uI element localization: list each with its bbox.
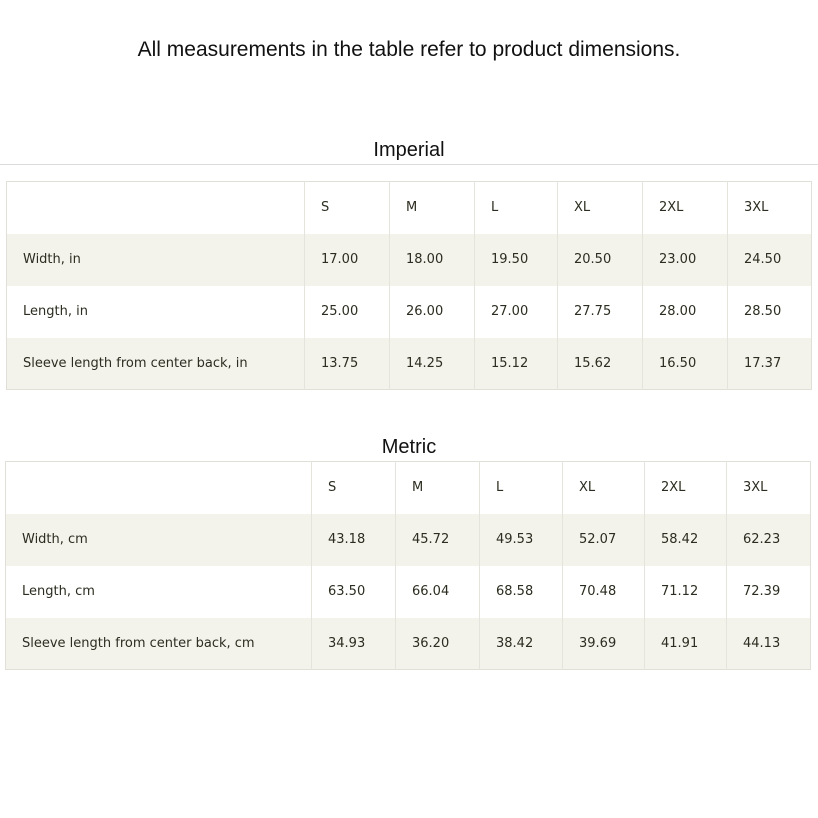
size-header: M	[390, 182, 475, 234]
table-cell: 15.62	[558, 338, 643, 390]
table-cell: 39.69	[563, 618, 645, 670]
table-cell: 45.72	[396, 514, 480, 566]
table-cell: 20.50	[558, 234, 643, 286]
table-cell: 25.00	[305, 286, 390, 338]
size-header: L	[480, 462, 563, 514]
size-header: XL	[558, 182, 643, 234]
metric-title: Metric	[381, 436, 437, 458]
section-divider	[0, 164, 818, 165]
imperial-size-table	[6, 181, 812, 390]
table-cell: 44.13	[727, 618, 811, 670]
table-cell: 68.58	[480, 566, 563, 618]
table-cell: 36.20	[396, 618, 480, 670]
row-label: Width, cm	[6, 514, 312, 566]
size-header: 2XL	[645, 462, 727, 514]
table-header-row	[6, 462, 811, 514]
table-cell: 52.07	[563, 514, 645, 566]
metric-size-table	[5, 461, 811, 670]
size-header: S	[312, 462, 396, 514]
table-cell: 34.93	[312, 618, 396, 670]
table-cell: 41.91	[645, 618, 727, 670]
table-cell: 26.00	[390, 286, 475, 338]
table-row	[7, 338, 812, 390]
table-cell: 28.50	[728, 286, 812, 338]
size-header: 3XL	[728, 182, 812, 234]
measurement-note: All measurements in the table refer to product dimensions.	[137, 38, 681, 61]
table-row	[6, 514, 811, 566]
table-cell: 49.53	[480, 514, 563, 566]
table-cell: 27.75	[558, 286, 643, 338]
table-cell: 70.48	[563, 566, 645, 618]
size-header: L	[475, 182, 558, 234]
table-cell: 14.25	[390, 338, 475, 390]
row-label: Width, in	[7, 234, 305, 286]
table-cell: 17.37	[728, 338, 812, 390]
table-cell: 58.42	[645, 514, 727, 566]
table-cell: 19.50	[475, 234, 558, 286]
table-cell: 71.12	[645, 566, 727, 618]
size-header: XL	[563, 462, 645, 514]
size-header: M	[396, 462, 480, 514]
imperial-title: Imperial	[373, 139, 445, 161]
table-cell: 18.00	[390, 234, 475, 286]
header-empty-cell	[6, 462, 312, 514]
table-cell: 43.18	[312, 514, 396, 566]
table-cell: 38.42	[480, 618, 563, 670]
table-cell: 62.23	[727, 514, 811, 566]
table-cell: 24.50	[728, 234, 812, 286]
table-cell: 72.39	[727, 566, 811, 618]
header-empty-cell	[7, 182, 305, 234]
row-label: Sleeve length from center back, in	[7, 338, 305, 390]
table-row	[6, 566, 811, 618]
row-label: Sleeve length from center back, cm	[6, 618, 312, 670]
table-cell: 17.00	[305, 234, 390, 286]
size-header: 2XL	[643, 182, 728, 234]
table-header-row	[7, 182, 812, 234]
table-row	[7, 286, 812, 338]
size-header: 3XL	[727, 462, 811, 514]
table-cell: 27.00	[475, 286, 558, 338]
row-label: Length, in	[23, 304, 88, 319]
table-cell: 23.00	[643, 234, 728, 286]
table-cell: 66.04	[396, 566, 480, 618]
row-label: Length, cm	[22, 584, 95, 599]
table-cell: 15.12	[475, 338, 558, 390]
table-row	[7, 234, 812, 286]
table-row	[6, 618, 811, 670]
table-cell: 63.50	[312, 566, 396, 618]
size-header: S	[305, 182, 390, 234]
table-cell: 13.75	[305, 338, 390, 390]
table-cell: 28.00	[643, 286, 728, 338]
table-cell: 16.50	[643, 338, 728, 390]
